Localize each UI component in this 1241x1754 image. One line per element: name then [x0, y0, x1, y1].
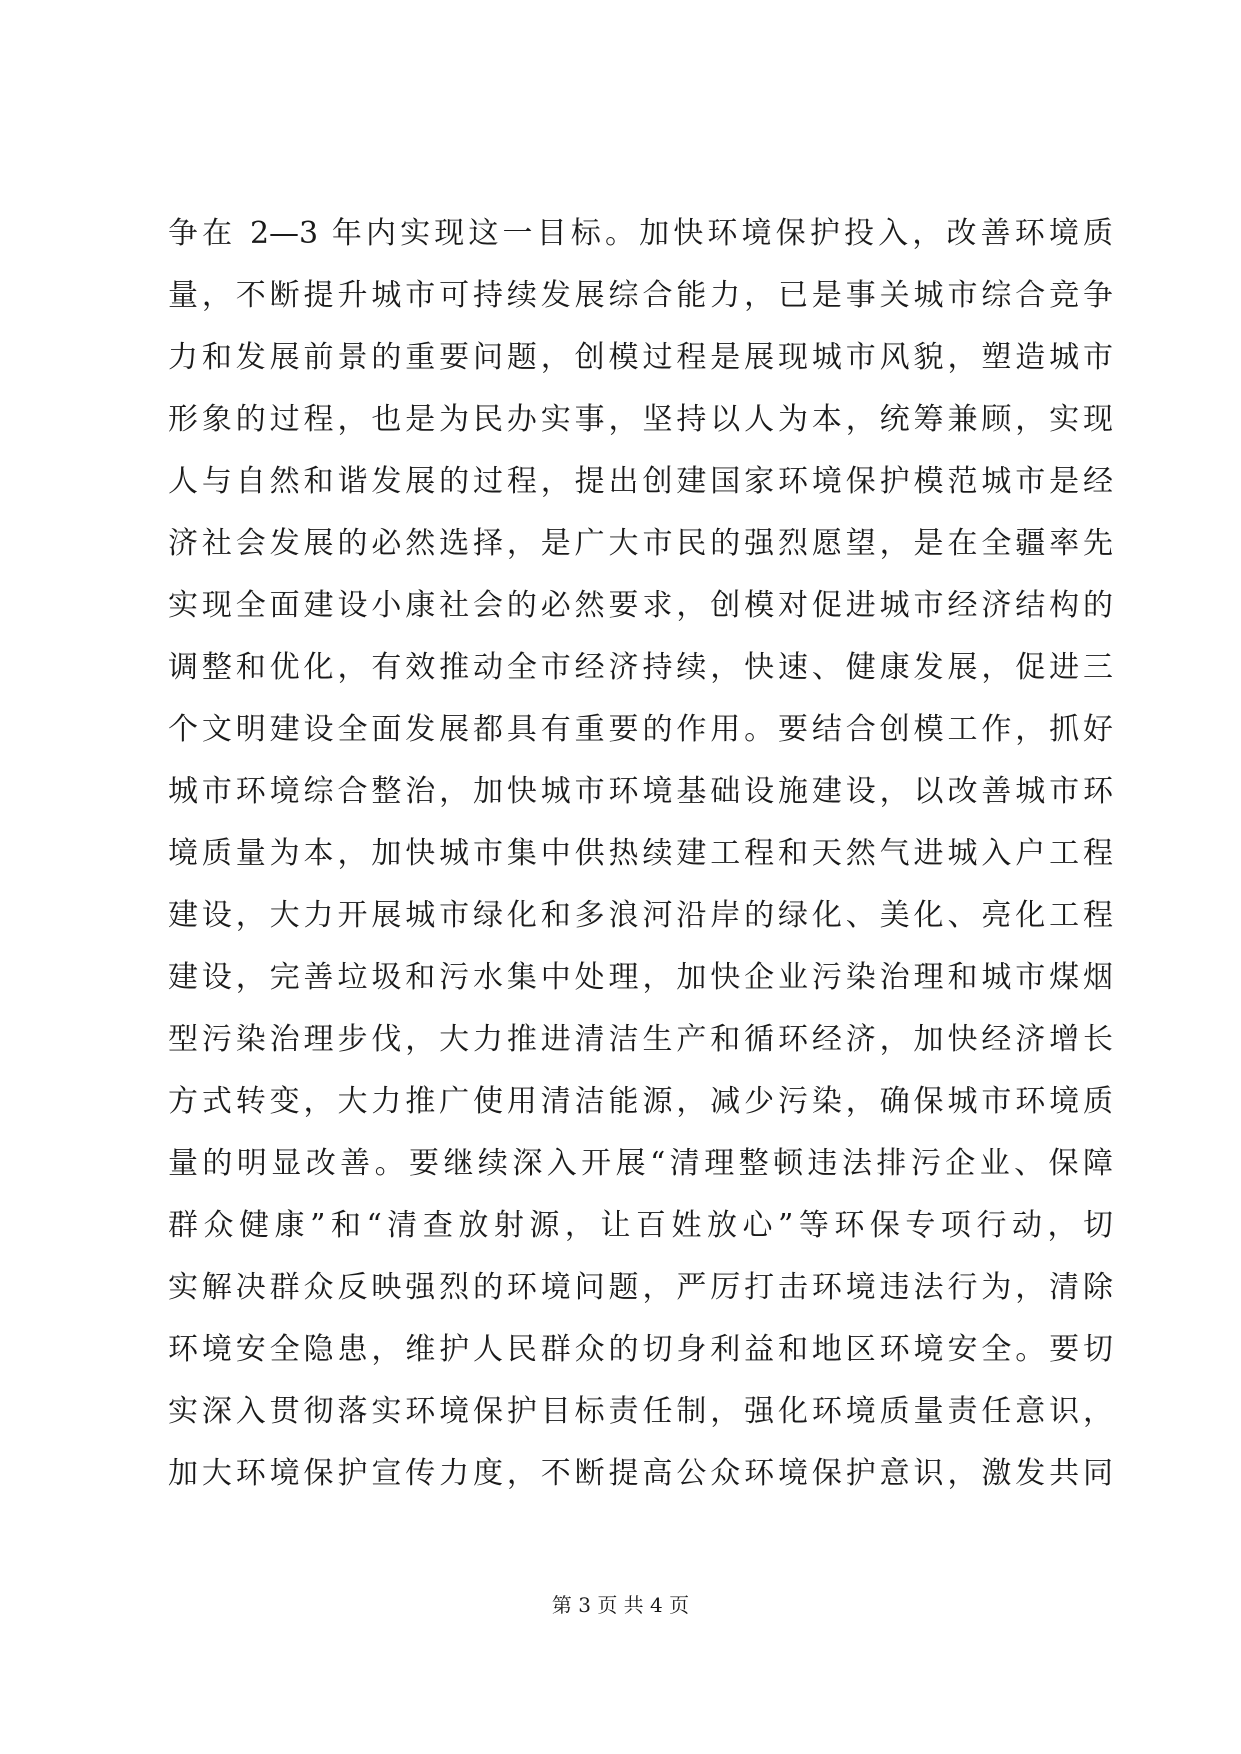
- text-line: 力和发展前景的重要问题，创模过程是展现城市风貌，塑造城市: [168, 340, 1113, 375]
- text-line: 量，不断提升城市可持续发展综合能力，已是事关城市综合竞争: [168, 278, 1113, 313]
- text-line: 争在 2—3 年内实现这一目标。加快环境保护投入，改善环境质: [168, 216, 1113, 251]
- text-line: 实深入贯彻落实环境保护目标责任制，强化环境质量责任意识，: [168, 1394, 1113, 1429]
- text-line: 形象的过程，也是为民办实事，坚持以人为本，统筹兼顾，实现: [168, 402, 1113, 437]
- page-footer: [0, 1590, 1241, 1620]
- text-line: 境质量为本，加快城市集中供热续建工程和天然气进城入户工程: [168, 836, 1113, 871]
- text-line: 实解决群众反映强烈的环境问题，严厉打击环境违法行为，清除: [168, 1270, 1113, 1305]
- text-line: 环境安全隐患，维护人民群众的切身利益和地区环境安全。要切: [168, 1332, 1113, 1367]
- body-text: [168, 203, 1113, 1505]
- text-line: 济社会发展的必然选择，是广大市民的强烈愿望，是在全疆率先: [168, 526, 1113, 561]
- text-line: 实现全面建设小康社会的必然要求，创模对促进城市经济结构的: [168, 588, 1113, 623]
- text-line: 方式转变，大力推广使用清洁能源，减少污染，确保城市环境质: [168, 1084, 1113, 1119]
- text-line: 个文明建设全面发展都具有重要的作用。要结合创模工作，抓好: [168, 712, 1113, 747]
- text-line: 建设，完善垃圾和污水集中处理，加快企业污染治理和城市煤烟: [168, 960, 1113, 995]
- text-line: 群众健康”和“清查放射源，让百姓放心”等环保专项行动，切: [168, 1208, 1113, 1243]
- text-line: 城市环境综合整治，加快城市环境基础设施建设，以改善城市环: [168, 774, 1113, 809]
- text-line: 建设，大力开展城市绿化和多浪河沿岸的绿化、美化、亮化工程: [168, 898, 1113, 933]
- page-number: 第 3 页 共 4 页: [551, 1593, 690, 1617]
- text-line: 加大环境保护宣传力度，不断提高公众环境保护意识，激发共同: [168, 1456, 1113, 1491]
- text-line: 量的明显改善。要继续深入开展“清理整顿违法排污企业、保障: [168, 1146, 1113, 1181]
- text-line: 型污染治理步伐，大力推进清洁生产和循环经济，加快经济增长: [168, 1022, 1113, 1057]
- text-line: 人与自然和谐发展的过程，提出创建国家环境保护模范城市是经: [168, 464, 1113, 499]
- text-line: 调整和优化，有效推动全市经济持续，快速、健康发展，促进三: [168, 650, 1113, 685]
